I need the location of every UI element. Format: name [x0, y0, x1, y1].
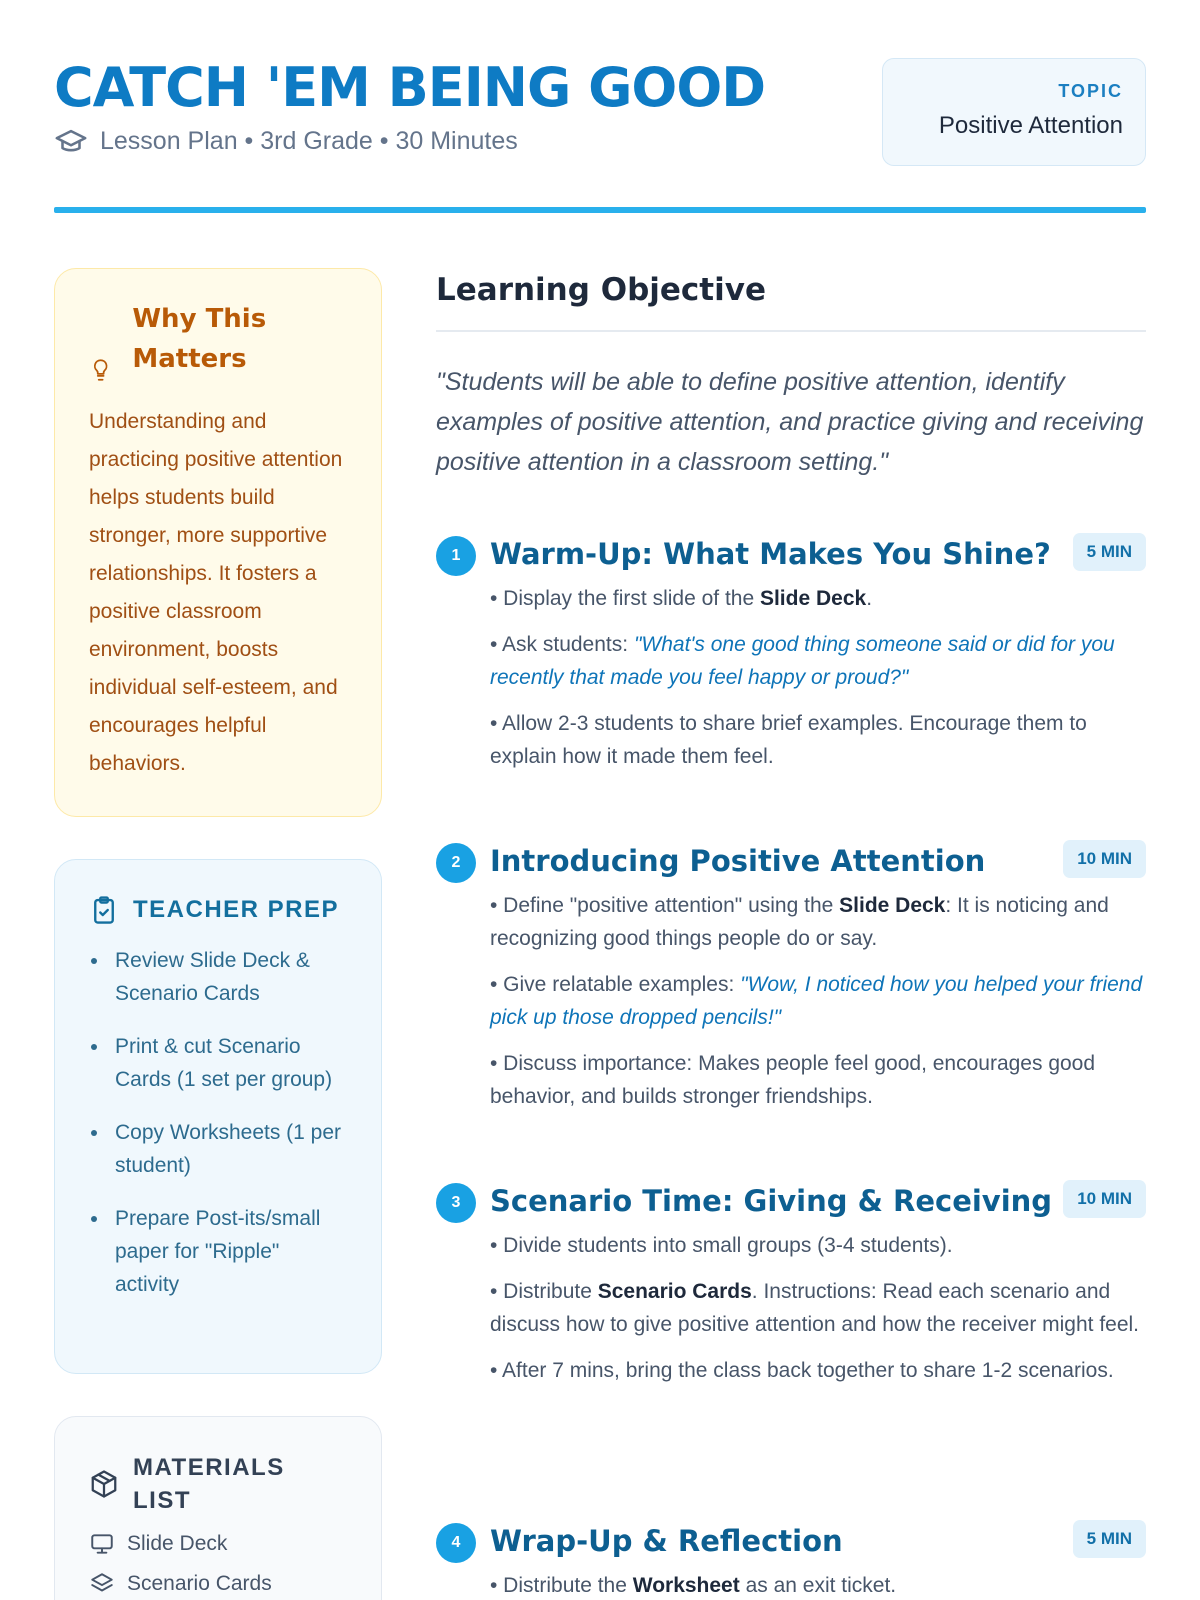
- step-bullet: • Distribute Scenario Cards. Instructions: Read each scenario and discuss how to give positive attention and how the receiver might feel.: [490, 1280, 1140, 1336]
- prep-title: TEACHER PREP: [133, 896, 340, 923]
- material-item: [89, 1531, 347, 1557]
- step-2: [436, 837, 1146, 1126]
- materials-title: MATERIALS LIST: [133, 1454, 285, 1514]
- objective-quote: "Students will be able to define positive attention, identify examples of positive attention, and practice giving and receiving positive attention in a classroom setting.": [436, 368, 1144, 476]
- package-icon: [89, 1468, 119, 1500]
- step-bullet: • Define "positive attention" using the Slide Deck: It is noticing and recognizing good things people do or say.: [490, 894, 1109, 950]
- step-title: Introducing Positive Attention: [490, 844, 986, 878]
- topic-label: TOPIC: [1058, 81, 1123, 101]
- monitor-icon: [89, 1531, 115, 1557]
- page-title: CATCH 'EM BEING GOOD: [54, 56, 766, 119]
- step-title: Warm-Up: What Makes You Shine?: [490, 537, 1051, 571]
- duration-badge: 5 MIN: [1073, 533, 1146, 571]
- step-title: Wrap-Up & Reflection: [490, 1524, 843, 1558]
- list-item: Review Slide Deck & Scenario Cards: [89, 944, 347, 1010]
- material-label: Slide Deck: [127, 1532, 228, 1555]
- materials-header: [89, 1451, 347, 1517]
- step-4: [436, 1517, 1146, 1600]
- step-number: 3: [436, 1183, 476, 1223]
- list-item: Prepare Post-its/small paper for "Ripple" activity: [89, 1202, 347, 1301]
- step-bullet: • Allow 2-3 students to share brief examples. Encourage them to explain how it made them feel.: [490, 712, 1087, 768]
- step-bullet: • Give relatable examples: "Wow, I noticed how you helped your friend pick up those dropped pencils!": [490, 973, 1143, 1029]
- why-card: [54, 268, 382, 817]
- step-3: [436, 1177, 1146, 1400]
- graduation-cap-icon: [54, 124, 88, 158]
- materials-card: [54, 1416, 382, 1600]
- step-1: [436, 530, 1146, 786]
- header-divider: [54, 207, 1146, 213]
- step-bullet: • Display the first slide of the Slide Deck.: [490, 587, 873, 610]
- duration-badge: 10 MIN: [1063, 840, 1146, 878]
- duration-badge: 5 MIN: [1073, 1520, 1146, 1558]
- step-number: 4: [436, 1523, 476, 1563]
- why-text: Understanding and practicing positive attention helps students build stronger, more supportive relationships. It fosters a positive classroom environment, boosts individual self-esteem, and encourages helpful behaviors.: [89, 410, 343, 775]
- objective-divider: [436, 330, 1146, 332]
- material-item: [89, 1571, 347, 1597]
- list-item: Copy Worksheets (1 per student): [89, 1116, 347, 1182]
- material-label: Scenario Cards: [127, 1572, 272, 1595]
- list-item: Print & cut Scenario Cards (1 set per group): [89, 1030, 347, 1096]
- subtitle-text: Lesson Plan • 3rd Grade • 30 Minutes: [100, 126, 518, 155]
- step-bullet: • Ask students: "What's one good thing someone said or did for you recently that made you feel happy or proud?": [490, 633, 1115, 689]
- page-header: [54, 56, 1146, 216]
- why-header: [89, 299, 347, 385]
- step-title: Scenario Time: Giving & Receiving: [490, 1184, 1053, 1218]
- objective-title: Learning Objective: [436, 272, 766, 308]
- topic-box: [882, 58, 1146, 166]
- teacher-prep-card: [54, 859, 382, 1374]
- step-bullet: • Distribute the Worksheet as an exit ticket.: [490, 1574, 897, 1597]
- step-bullet: • After 7 mins, bring the class back together to share 1-2 scenarios.: [490, 1359, 1114, 1382]
- step-bullet: • Divide students into small groups (3-4 students).: [490, 1234, 953, 1257]
- prep-list: [89, 944, 347, 1301]
- why-title: Why This Matters: [132, 304, 267, 374]
- clipboard-check-icon: [89, 894, 119, 926]
- sidebar: [54, 268, 382, 1600]
- step-number: 2: [436, 843, 476, 883]
- layers-icon: [89, 1571, 115, 1597]
- topic-value: Positive Attention: [938, 112, 1123, 139]
- main-content: [436, 268, 1146, 1597]
- step-number: 1: [436, 536, 476, 576]
- prep-header: [89, 894, 347, 926]
- duration-badge: 10 MIN: [1063, 1180, 1146, 1218]
- step-bullet: • Discuss importance: Makes people feel good, encourages good behavior, and builds stronger friendships.: [490, 1052, 1096, 1108]
- lightbulb-icon: [89, 355, 112, 385]
